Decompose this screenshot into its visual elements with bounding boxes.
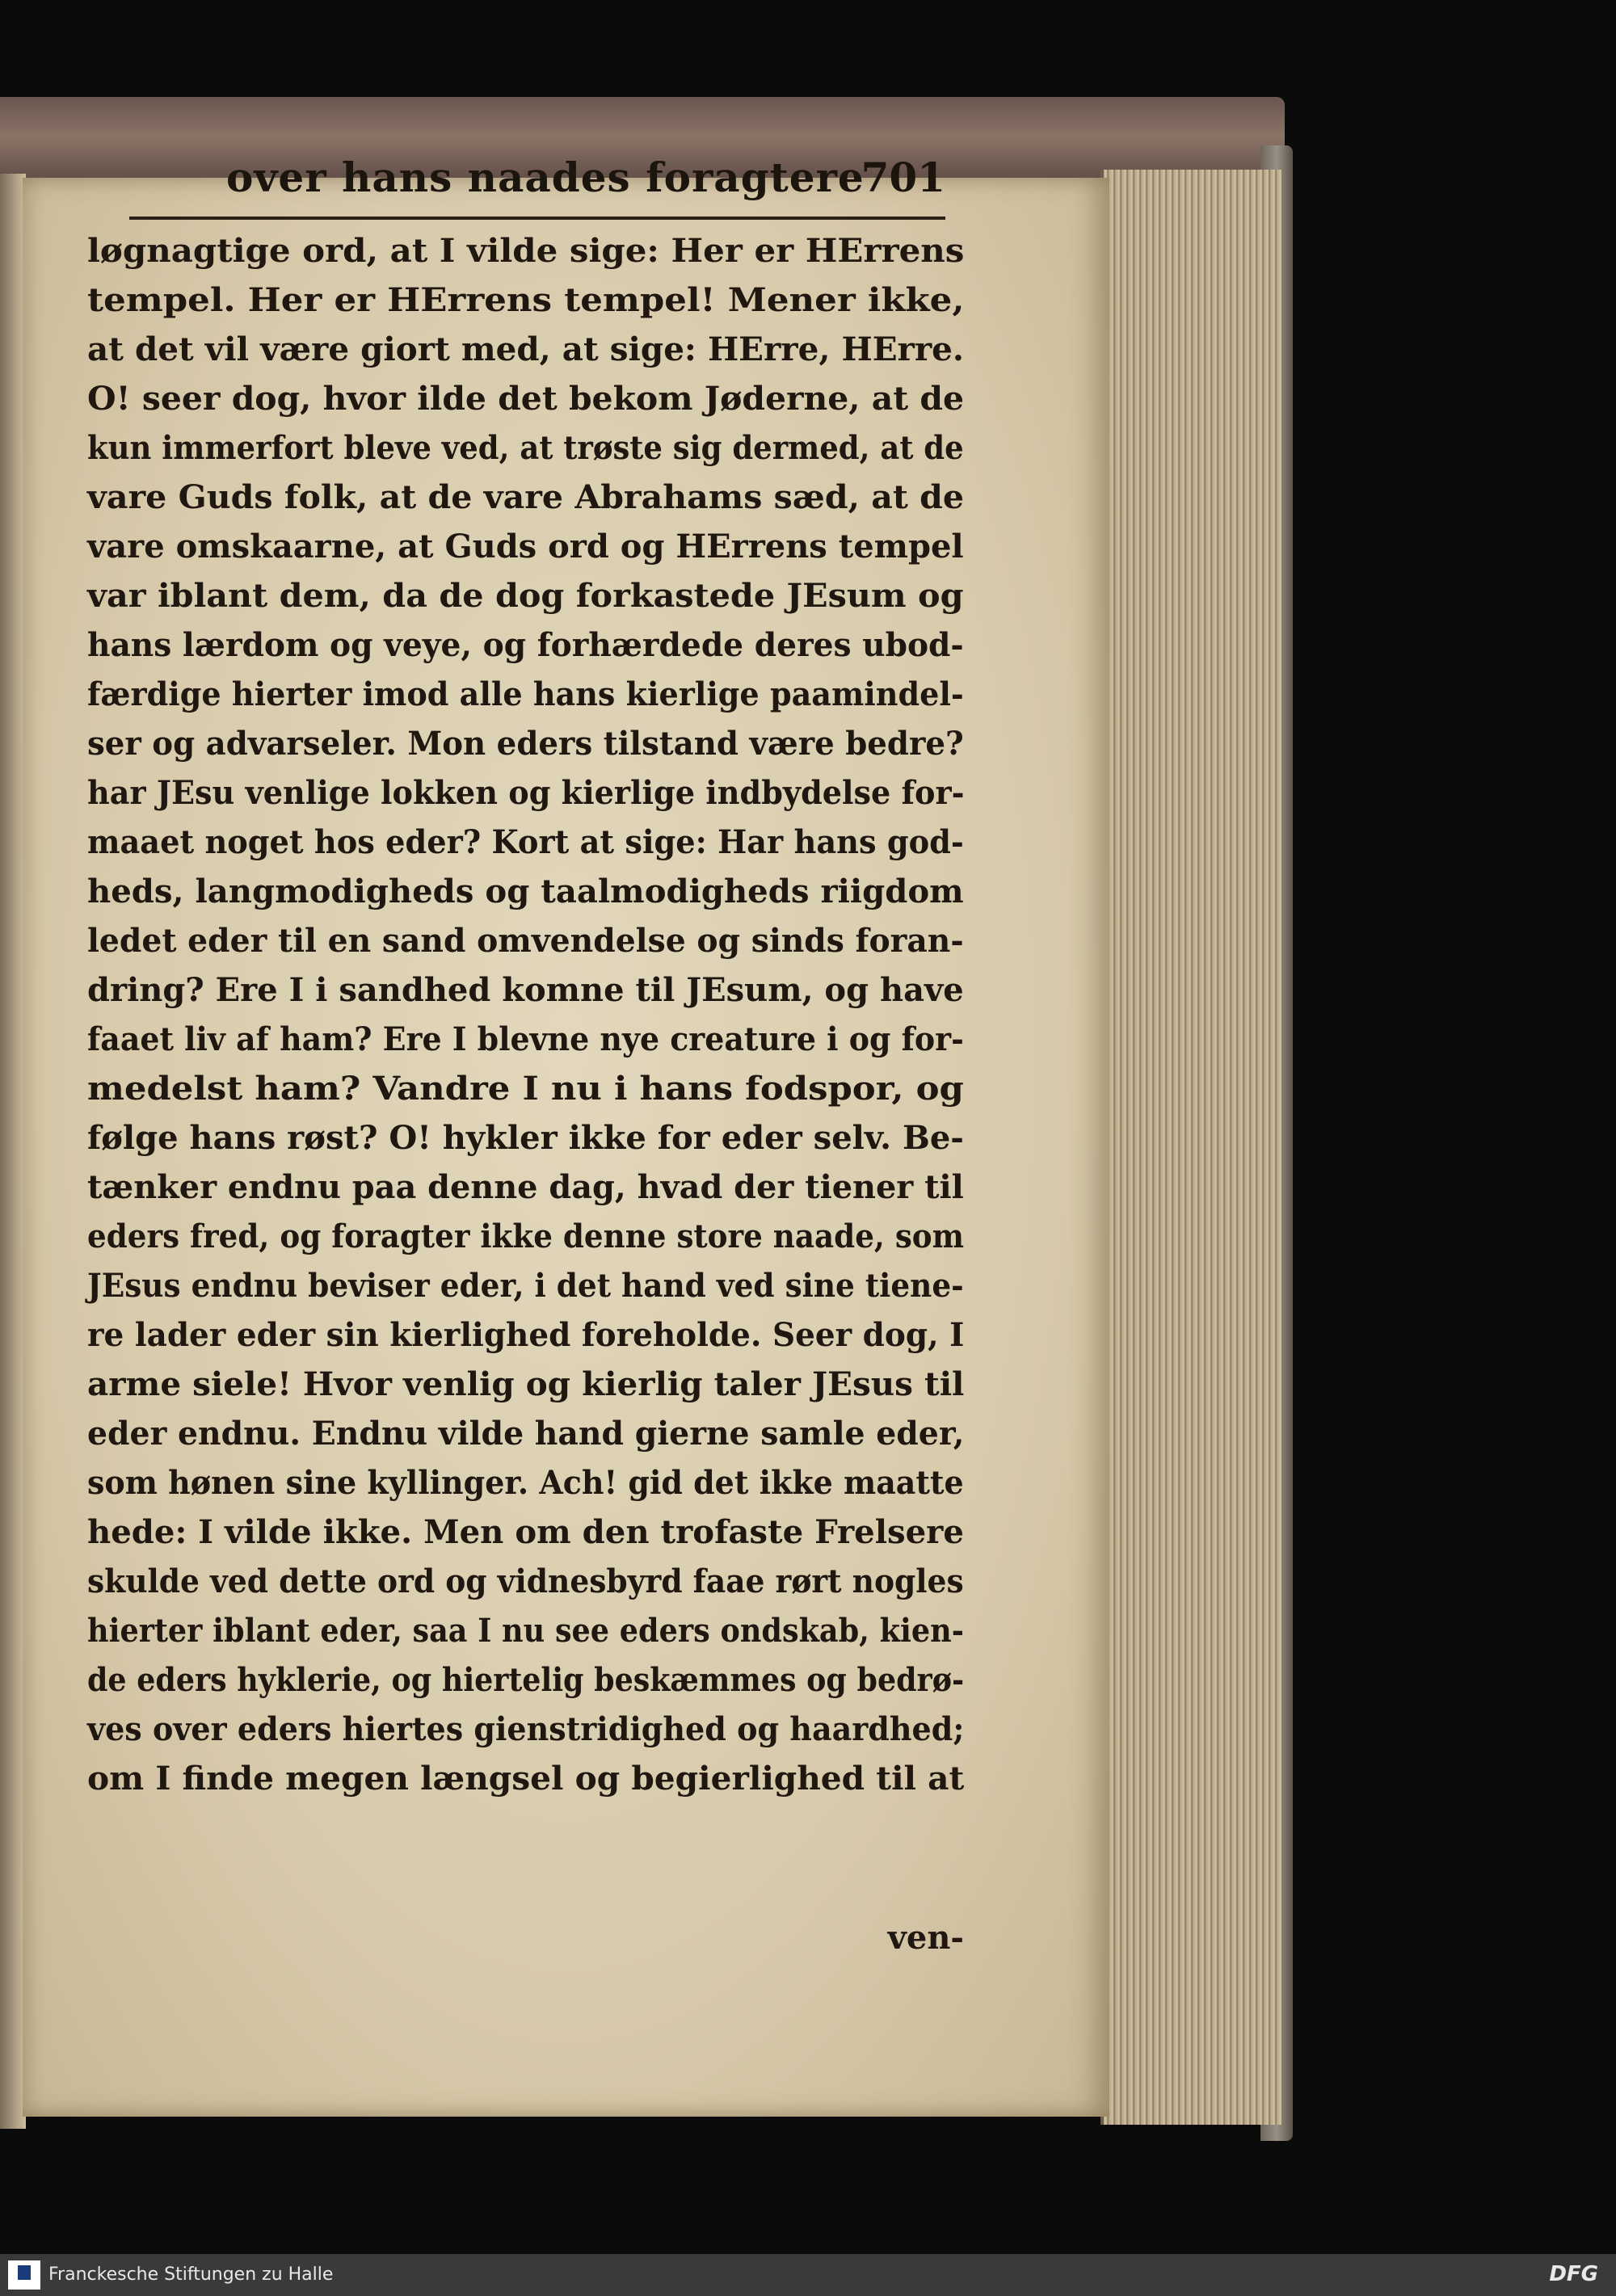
body-text	[87, 226, 965, 1957]
institution-name: Franckesche Stiftungen zu Halle	[48, 2264, 334, 2285]
text-line: kun immerfort bleve ved, at trøste sig dermed, at de	[87, 429, 964, 467]
catchword: ven-	[887, 1919, 964, 1957]
text-line: faaet liv af ham? Ere I blevne nye creature i og for-	[87, 1020, 964, 1058]
text-line: medelst ham? Vandre I nu i hans fodspor, og	[87, 1070, 964, 1108]
text-line: ledet eder til en sand omvendelse og sinds foran-	[87, 922, 964, 960]
dfg-logo: DFG	[1549, 2262, 1598, 2286]
text-line: at det vil være giort med, at sige: HErre, HErre.	[87, 330, 964, 368]
text-line: har JEsu venlige lokken og kierlige indbydelse for-	[87, 774, 965, 812]
text-line: ser og advarseler. Mon eders tilstand være bedre?	[87, 725, 964, 763]
text-line: hans lærdom og veye, og forhærdede deres ubod-	[87, 626, 964, 664]
text-line: re lader eder sin kierlighed foreholde. Seer dog, I	[87, 1316, 965, 1354]
text-line: maaet noget hos eder? Kort at sige: Har hans god-	[87, 823, 964, 861]
text-line: tænker endnu paa denne dag, hvad der tiener til	[87, 1168, 964, 1206]
text-line: heds, langmodigheds og taalmodigheds riigdom	[87, 873, 964, 910]
page-number: 701	[861, 153, 945, 201]
text-line: de eders hyklerie, og hiertelig beskæmmes og bedrø-	[87, 1661, 965, 1699]
text-line: vare Guds folk, at de vare Abrahams sæd, at de	[87, 478, 965, 516]
text-line: om I finde megen længsel og begierlighed til at	[87, 1760, 965, 1798]
text-line: O! seer dog, hvor ilde det bekom Jøderne, at de	[87, 380, 965, 418]
text-line: følge hans røst? O! hykler ikke for eder selv. Be-	[87, 1119, 964, 1157]
text-line: eder endnu. Endnu vilde hand gierne samle eder,	[87, 1415, 965, 1453]
header-rule	[129, 217, 945, 220]
page-edges	[1100, 170, 1281, 2125]
text-line: JEsus endnu beviser eder, i det hand ved sine tiene-	[87, 1267, 964, 1305]
text-line: som hønen sine kyllinger. Ach! gid det ikke maatte	[87, 1464, 964, 1502]
text-line: arme siele! Hvor venlig og kierlig taler JEsus til	[87, 1365, 965, 1403]
viewer-footer	[0, 2254, 1616, 2296]
text-line: eders fred, og foragter ikke denne store naade, som	[87, 1217, 965, 1255]
text-line: tempel. Her er HErrens tempel! Mener ikke,	[87, 281, 965, 319]
institution-logo-icon	[8, 2260, 40, 2290]
text-line: ves over eders hiertes gienstridighed og haardhed;	[87, 1710, 965, 1748]
text-line: færdige hierter imod alle hans kierlige paamindel-	[87, 675, 964, 713]
text-line: skulde ved dette ord og vidnesbyrd faae rørt nogles	[87, 1562, 964, 1600]
text-line: hierter iblant eder, saa I nu see eders ondskab, kien-	[87, 1612, 964, 1650]
page-header	[129, 153, 945, 210]
text-line: hede: I vilde ikke. Men om den trofaste Frelsere	[87, 1513, 964, 1551]
running-title: over hans naades foragtere	[226, 153, 865, 201]
text-line: vare omskaarne, at Guds ord og HErrens tempel	[87, 528, 964, 566]
text-line: løgnagtige ord, at I vilde sige: Her er HErrens	[87, 232, 965, 270]
text-line: dring? Ere I i sandhed komne til JEsum, og have	[87, 971, 964, 1009]
text-line: var iblant dem, da de dog forkastede JEsum og	[87, 577, 964, 615]
